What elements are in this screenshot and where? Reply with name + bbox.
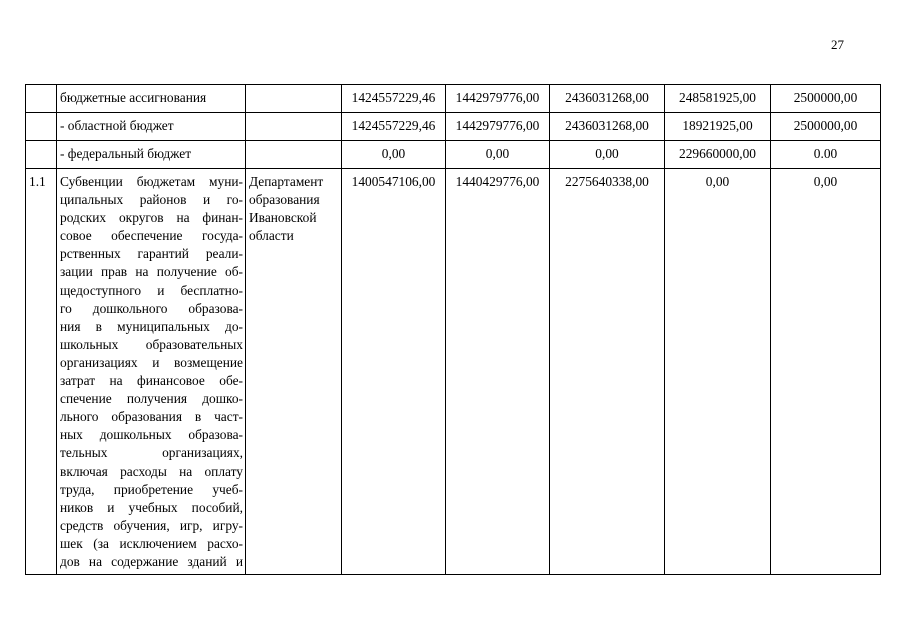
value-cell: 0.00 (771, 141, 881, 169)
value-cell: 2500000,00 (771, 85, 881, 113)
table-row (26, 113, 881, 141)
text-line: организациях и возмещение (60, 354, 243, 370)
item-name-cell: - областной бюджет (57, 113, 246, 141)
text-line: ния в муниципальных до- (60, 318, 243, 334)
budget-table (25, 84, 881, 575)
item-description-cell (57, 169, 246, 575)
value-cell: 2436031268,00 (550, 85, 665, 113)
text-line: включая расходы на оплату (60, 463, 243, 479)
text-line: го дошкольного образова- (60, 300, 243, 316)
text-line: затрат на финансовое обе- (60, 373, 243, 389)
value-cell: 1442979776,00 (446, 85, 550, 113)
text-line: образования (249, 192, 320, 208)
value-cell: 0,00 (550, 141, 665, 169)
text-line: рственных гарантий реали- (60, 246, 243, 262)
value-cell: 229660000,00 (665, 141, 771, 169)
row-number-cell (26, 85, 57, 113)
text-line: школьных образовательных (60, 336, 243, 352)
value-cell: 1442979776,00 (446, 113, 550, 141)
text-line: труда, приобретение учеб- (60, 481, 243, 497)
value-cell: 1440429776,00 (446, 169, 550, 575)
value-cell: 1400547106,00 (342, 169, 446, 575)
text-line: тельных организациях, (60, 445, 243, 461)
value-cell: 18921925,00 (665, 113, 771, 141)
item-description-text (60, 173, 243, 571)
value-cell: 2436031268,00 (550, 113, 665, 141)
text-line: льного образования в част- (60, 409, 243, 425)
row-number-cell: 1.1 (26, 169, 57, 575)
row-number-cell (26, 141, 57, 169)
executor-cell (246, 113, 342, 141)
table-row (26, 169, 881, 575)
text-line: Ивановской (249, 210, 317, 226)
value-cell: 0,00 (446, 141, 550, 169)
value-cell: 2275640338,00 (550, 169, 665, 575)
value-cell: 2500000,00 (771, 113, 881, 141)
text-line: щедоступного и бесплатно- (60, 282, 243, 298)
executor-cell (246, 85, 342, 113)
text-line: ципальных районов и го- (60, 192, 243, 208)
text-line: ников и учебных пособий, (60, 499, 243, 515)
executor-text (249, 173, 339, 245)
text-line: совое обеспечение госуда- (60, 228, 243, 244)
value-cell: 0,00 (342, 141, 446, 169)
value-cell: 0,00 (771, 169, 881, 575)
executor-cell (246, 169, 342, 575)
text-line: ных дошкольных образова- (60, 427, 243, 443)
item-name-cell: - федеральный бюджет (57, 141, 246, 169)
text-line: дов на содержание зданий и (60, 553, 243, 569)
text-line: области (249, 228, 294, 244)
row-number-cell (26, 113, 57, 141)
text-line: Субвенции бюджетам муни- (60, 174, 243, 189)
text-line: средств обучения, игр, игру- (60, 517, 243, 533)
text-line: Департамент (249, 174, 324, 189)
text-line: шек (за исключением расхо- (60, 535, 243, 551)
text-line: родских округов на финан- (60, 210, 243, 226)
value-cell: 248581925,00 (665, 85, 771, 113)
executor-cell (246, 141, 342, 169)
page-number: 27 (831, 37, 844, 52)
table-row (26, 141, 881, 169)
text-line: зации прав на получение об- (60, 264, 243, 280)
table-row (26, 85, 881, 113)
value-cell: 1424557229,46 (342, 113, 446, 141)
item-name-cell: бюджетные ассигнования (57, 85, 246, 113)
value-cell: 0,00 (665, 169, 771, 575)
text-line: спечение получения дошко- (60, 391, 243, 407)
value-cell: 1424557229,46 (342, 85, 446, 113)
